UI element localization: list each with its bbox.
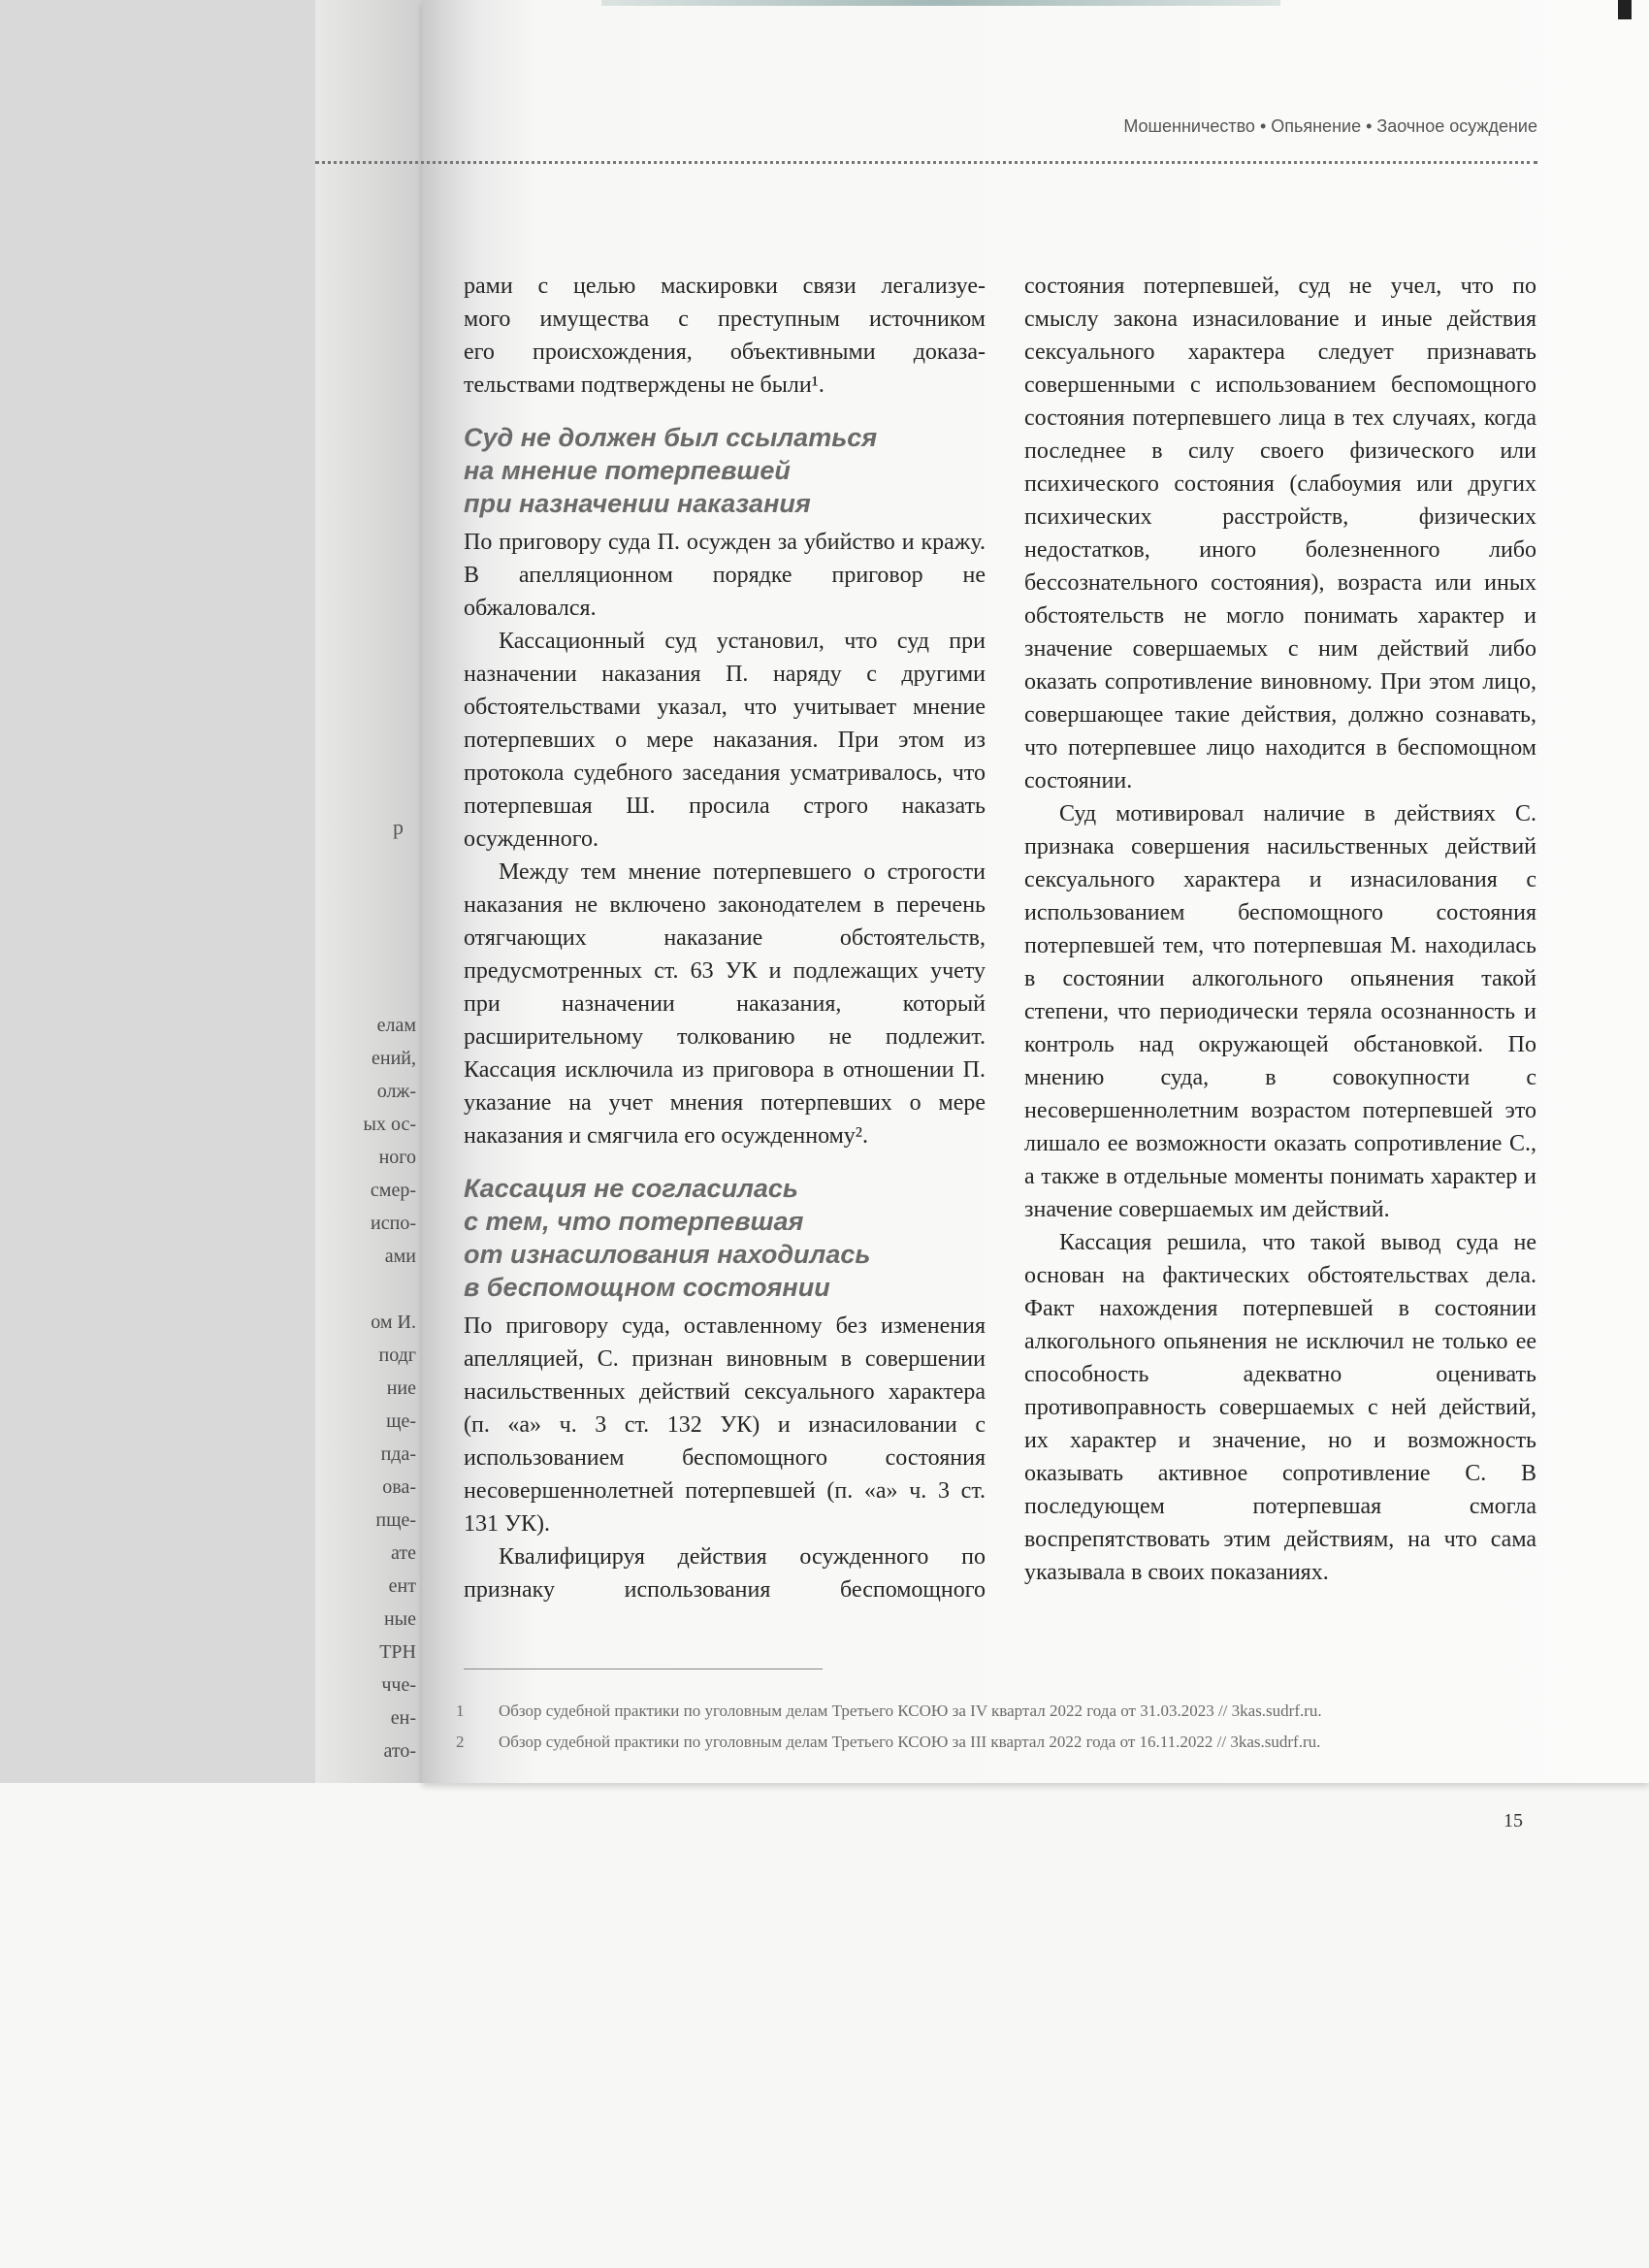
paragraph: Кассационный суд установил, что суд при назначении наказания П. наряду с другими обстоятельствами указал, что учитывает мнение потерпевших о мере наказания. При этом из протокола судебного заседания усматривалось, что потерпевшая Ш. просила строго наказать осужденного. bbox=[464, 629, 986, 852]
facing-page-line: испо- bbox=[371, 1213, 416, 1234]
footnote bbox=[456, 1696, 1542, 1727]
dotted-rule bbox=[315, 161, 1537, 164]
facing-page-line: ых ос- bbox=[363, 1114, 416, 1135]
facing-page-line: ние bbox=[386, 1377, 416, 1399]
left-column bbox=[464, 270, 986, 1606]
heading-line: с тем, что потерпевшая bbox=[464, 1207, 804, 1236]
scan-background bbox=[0, 0, 315, 1940]
facing-page-line: ате bbox=[391, 1542, 416, 1564]
section-heading-2 bbox=[464, 1172, 986, 1304]
facing-page-mark: р bbox=[393, 815, 404, 839]
footnotes bbox=[456, 1696, 1542, 1758]
paragraph: По приговору суда, оставленному без изменения апелляцией, С. признан виновным в совершении насильственных действий сексуального характера (п. «а» ч. 3 ст. 132 УК) и изнасиловании с использованием беспомощного состояния несовершеннолетней потерпевшей (п. «а» ч. 3 ст. 131 УК). bbox=[464, 1313, 986, 1537]
facing-page-line: ного bbox=[378, 1147, 416, 1168]
page-number: 15 bbox=[1504, 1810, 1523, 1831]
footnote bbox=[456, 1727, 1542, 1758]
facing-page-line: ще- bbox=[386, 1410, 416, 1432]
facing-page-edge bbox=[315, 0, 422, 1783]
section-heading-1 bbox=[464, 421, 986, 520]
facing-page-line: ом И. bbox=[371, 1312, 416, 1333]
intro-line: его происхождения, объективными доказа- bbox=[464, 340, 986, 365]
paragraph: Между тем мнение потерпевшего о строгости наказания не включено законодателем в перечень отягчающих наказание обстоятельств, предусмотренных ст. 63 УК и подлежащих учету при назначении наказания, который расширительному толкованию не подлежит. Кассация исключила из приговора в отношении П. указание на учет мнения потерпевших о мере наказания и смягчила его осужденному². bbox=[464, 859, 986, 1149]
footnote-number: 2 bbox=[456, 1733, 465, 1751]
paragraph: Суд мотивировал наличие в действиях С. признака совершения насильственных действий сексуального характера и изнасилования с использованием беспомощного состояния потерпевшей тем, что потерпевшая М. находилась в состоянии алкогольного опьянения такой степени, что периодически теряла осознанность и контроль над окружающей обстановкой. По мнению суда, в совокупности с несовершеннолетним возрастом потерпевшей это лишало ее возможности оказать сопротивление С., а также в отдельные моменты понимать характер и значение совершаемых им действий. bbox=[1024, 801, 1536, 1222]
footnote-text: Обзор судебной практики по уголовным делам Третьего КСОЮ за IV квартал 2022 года от 31.03.2023 // 3kas.sudrf.ru. bbox=[499, 1701, 1322, 1720]
right-column bbox=[1024, 270, 1536, 1589]
top-edge-tint bbox=[601, 0, 1280, 6]
footnote-number: 1 bbox=[456, 1701, 465, 1720]
heading-line: в беспомощном состоянии bbox=[464, 1273, 830, 1302]
facing-page-line: ами bbox=[384, 1246, 416, 1267]
intro-line: мого имущества с преступным источником bbox=[464, 307, 986, 332]
scan-corner-mark bbox=[1618, 0, 1632, 19]
heading-line: при назначении наказания bbox=[464, 489, 811, 518]
facing-page-line: ент bbox=[388, 1575, 416, 1597]
facing-page-line: смер- bbox=[370, 1180, 416, 1201]
heading-line: Суд не должен был ссылаться bbox=[464, 423, 878, 452]
paragraph: Кассация решила, что такой вывод суда не основан на фактических обстоятельствах дела. Факт нахождения потерпевшей в состоянии алкогольного опьянения не исключил не только ее способность адекватно оценивать противоправность совершаемых с ней действий, их характер и значение, но и возможность оказывать активное сопротивление С. В последующем потерпевшая смогла воспрепятствовать этим действиям, на что сама указывала в своих показаниях. bbox=[1024, 1230, 1536, 1585]
paragraph: По приговору суда П. осужден за убийство и кражу. В апелляционном порядке приговор не обжаловался. bbox=[464, 530, 986, 621]
paragraph: Квалифицируя действия осужденного по признаку использования беспомощного bbox=[464, 1544, 986, 1603]
heading-line: на мнение потерпевшей bbox=[464, 456, 791, 485]
facing-page-line: ато- bbox=[383, 1740, 416, 1762]
paragraph: состояния потерпевшей, суд не учел, что по смыслу закона изнасилование и иные действия сексуального характера следует признавать совершенными с использованием беспомощного состояния потерпевшего лица в тех случаях, когда последнее в силу своего физического или психического состояния (слабоумия или других психических расстройств, физических недостатков, иного болезненного либо бессознательного состояния), возраста или иных обстоятельств не могло понимать характер и значение совершаемых с ним действий либо оказать сопротивление виновному. При этом лицо, совершающее такие действия, должно сознавать, что потерпевшее лицо находится в беспомощном состоянии. bbox=[1024, 274, 1536, 794]
heading-line: от изнасилования находилась bbox=[464, 1240, 871, 1269]
facing-page-line: пда- bbox=[380, 1443, 416, 1465]
facing-page-line: олж- bbox=[376, 1081, 416, 1102]
facing-page-line bbox=[315, 1273, 422, 1306]
footnote-text: Обзор судебной практики по уголовным делам Третьего КСОЮ за III квартал 2022 года от 16.11.2022 // 3kas.sudrf.ru. bbox=[499, 1733, 1321, 1751]
facing-page-line: ений, bbox=[372, 1048, 416, 1069]
facing-page-line: ен- bbox=[390, 1707, 416, 1729]
scan-background-bottom bbox=[0, 1783, 1649, 2268]
facing-page-line: елам bbox=[376, 1015, 416, 1036]
facing-page-line: ТРН bbox=[379, 1641, 416, 1663]
facing-page-line: ова- bbox=[382, 1476, 416, 1498]
facing-page-line: подг bbox=[378, 1345, 416, 1366]
intro-line: рами с целью маскировки связи легализуе- bbox=[464, 274, 986, 299]
facing-page-fragments bbox=[315, 1009, 422, 1767]
intro-line: тельствами подтверждены не были¹. bbox=[464, 373, 824, 398]
facing-page-line: пще- bbox=[375, 1509, 416, 1531]
facing-page-line: чче- bbox=[381, 1674, 416, 1696]
running-head: Мошенничество • Опьянение • Заочное осуждение bbox=[1123, 116, 1537, 136]
heading-line: Кассация не согласилась bbox=[464, 1174, 798, 1203]
facing-page-line: ные bbox=[383, 1608, 416, 1630]
